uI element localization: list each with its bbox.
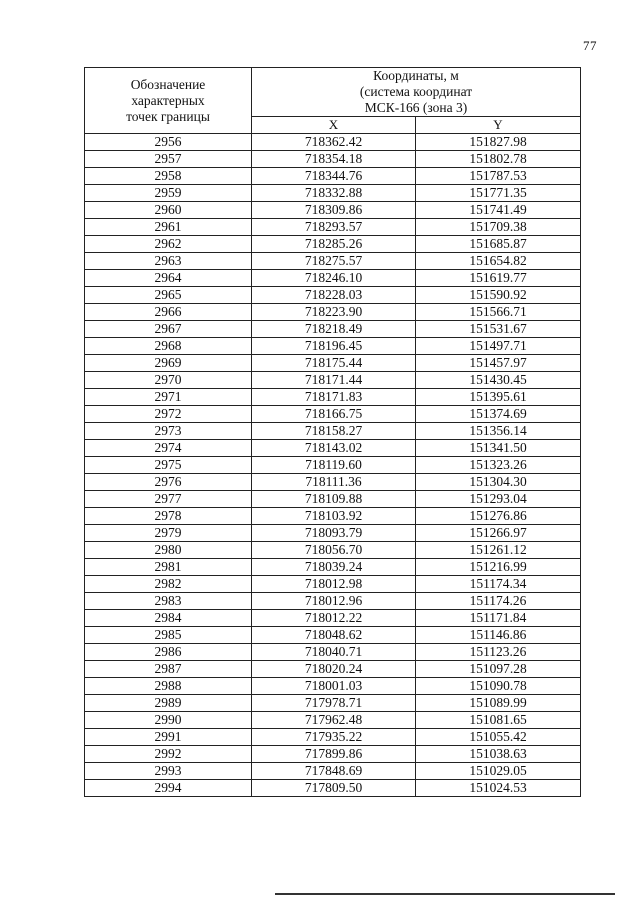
table-row: [85, 729, 581, 746]
point-number-cell: 2956: [85, 134, 252, 151]
x-coordinate-cell: 718158.27: [252, 423, 416, 440]
x-coordinate-cell: 718275.57: [252, 253, 416, 270]
point-number-cell: 2965: [85, 287, 252, 304]
point-number-cell: 2980: [85, 542, 252, 559]
x-coordinate-cell: 718119.60: [252, 457, 416, 474]
x-coordinate-cell: 717962.48: [252, 712, 416, 729]
table-row: [85, 423, 581, 440]
table-row: [85, 576, 581, 593]
x-coordinate-cell: 718228.03: [252, 287, 416, 304]
point-number-cell: 2976: [85, 474, 252, 491]
x-coordinate-cell: 718344.76: [252, 168, 416, 185]
table-row: [85, 491, 581, 508]
y-coordinate-cell: 151029.05: [416, 763, 581, 780]
y-coordinate-cell: 151171.84: [416, 610, 581, 627]
point-number-cell: 2963: [85, 253, 252, 270]
point-number-cell: 2967: [85, 321, 252, 338]
point-number-cell: 2961: [85, 219, 252, 236]
point-number-cell: 2992: [85, 746, 252, 763]
y-coordinate-cell: 151531.67: [416, 321, 581, 338]
table-row: [85, 134, 581, 151]
x-coordinate-cell: 718012.96: [252, 593, 416, 610]
header-designation-line: характерных: [131, 92, 205, 108]
x-coordinate-cell: 718143.02: [252, 440, 416, 457]
table-row: [85, 593, 581, 610]
point-number-cell: 2960: [85, 202, 252, 219]
header-coordinates-line: Координаты, м: [373, 68, 459, 83]
y-coordinate-cell: 151341.50: [416, 440, 581, 457]
x-coordinate-cell: 718103.92: [252, 508, 416, 525]
point-number-cell: 2975: [85, 457, 252, 474]
point-number-cell: 2990: [85, 712, 252, 729]
table-row: [85, 355, 581, 372]
x-coordinate-cell: 718332.88: [252, 185, 416, 202]
y-coordinate-cell: 151741.49: [416, 202, 581, 219]
table-row: [85, 185, 581, 202]
y-coordinate-cell: 151356.14: [416, 423, 581, 440]
x-coordinate-cell: 717978.71: [252, 695, 416, 712]
point-number-cell: 2972: [85, 406, 252, 423]
point-number-cell: 2970: [85, 372, 252, 389]
header-designation: [85, 68, 252, 134]
point-number-cell: 2989: [85, 695, 252, 712]
table-row: [85, 253, 581, 270]
point-number-cell: 2984: [85, 610, 252, 627]
x-coordinate-cell: 718223.90: [252, 304, 416, 321]
table-row: [85, 440, 581, 457]
y-coordinate-cell: 151566.71: [416, 304, 581, 321]
y-coordinate-cell: 151374.69: [416, 406, 581, 423]
table-row: [85, 270, 581, 287]
table-row: [85, 304, 581, 321]
y-coordinate-cell: 151266.97: [416, 525, 581, 542]
point-number-cell: 2971: [85, 389, 252, 406]
table-row: [85, 525, 581, 542]
point-number-cell: 2977: [85, 491, 252, 508]
footer-divider: [275, 893, 615, 895]
y-coordinate-cell: 151457.97: [416, 355, 581, 372]
header-y: Y: [416, 117, 581, 134]
point-number-cell: 2966: [85, 304, 252, 321]
x-coordinate-cell: 718020.24: [252, 661, 416, 678]
table-row: [85, 457, 581, 474]
table-row: [85, 542, 581, 559]
y-coordinate-cell: 151395.61: [416, 389, 581, 406]
point-number-cell: 2993: [85, 763, 252, 780]
point-number-cell: 2957: [85, 151, 252, 168]
y-coordinate-cell: 151293.04: [416, 491, 581, 508]
table-row: [85, 763, 581, 780]
y-coordinate-cell: 151276.86: [416, 508, 581, 525]
point-number-cell: 2958: [85, 168, 252, 185]
x-coordinate-cell: 718111.36: [252, 474, 416, 491]
y-coordinate-cell: 151081.65: [416, 712, 581, 729]
table-row: [85, 406, 581, 423]
y-coordinate-cell: 151174.26: [416, 593, 581, 610]
point-number-cell: 2968: [85, 338, 252, 355]
point-number-cell: 2987: [85, 661, 252, 678]
x-coordinate-cell: 718354.18: [252, 151, 416, 168]
y-coordinate-cell: 151827.98: [416, 134, 581, 151]
x-coordinate-cell: 718166.75: [252, 406, 416, 423]
header-coordinates: [252, 68, 581, 117]
x-coordinate-cell: 718012.98: [252, 576, 416, 593]
y-coordinate-cell: 151709.38: [416, 219, 581, 236]
table-row: [85, 508, 581, 525]
table-row: [85, 338, 581, 355]
y-coordinate-cell: 151123.26: [416, 644, 581, 661]
point-number-cell: 2962: [85, 236, 252, 253]
y-coordinate-cell: 151174.34: [416, 576, 581, 593]
x-coordinate-cell: 718039.24: [252, 559, 416, 576]
x-coordinate-cell: 718293.57: [252, 219, 416, 236]
y-coordinate-cell: 151304.30: [416, 474, 581, 491]
point-number-cell: 2983: [85, 593, 252, 610]
y-coordinate-cell: 151497.71: [416, 338, 581, 355]
x-coordinate-cell: 718093.79: [252, 525, 416, 542]
y-coordinate-cell: 151024.53: [416, 780, 581, 797]
table-row: [85, 151, 581, 168]
table-row: [85, 610, 581, 627]
point-number-cell: 2973: [85, 423, 252, 440]
x-coordinate-cell: 718309.86: [252, 202, 416, 219]
x-coordinate-cell: 717935.22: [252, 729, 416, 746]
point-number-cell: 2978: [85, 508, 252, 525]
y-coordinate-cell: 151430.45: [416, 372, 581, 389]
table-row: [85, 780, 581, 797]
table-row: [85, 219, 581, 236]
table-row: [85, 236, 581, 253]
coordinates-table: [84, 67, 581, 797]
x-coordinate-cell: 718048.62: [252, 627, 416, 644]
y-coordinate-cell: 151216.99: [416, 559, 581, 576]
x-coordinate-cell: 718001.03: [252, 678, 416, 695]
x-coordinate-cell: 718246.10: [252, 270, 416, 287]
y-coordinate-cell: 151619.77: [416, 270, 581, 287]
table-row: [85, 746, 581, 763]
x-coordinate-cell: 718171.83: [252, 389, 416, 406]
y-coordinate-cell: 151055.42: [416, 729, 581, 746]
x-coordinate-cell: 718285.26: [252, 236, 416, 253]
table-row: [85, 474, 581, 491]
table-row: [85, 321, 581, 338]
table-row: [85, 695, 581, 712]
x-coordinate-cell: 718175.44: [252, 355, 416, 372]
point-number-cell: 2959: [85, 185, 252, 202]
point-number-cell: 2979: [85, 525, 252, 542]
x-coordinate-cell: 717809.50: [252, 780, 416, 797]
y-coordinate-cell: 151089.99: [416, 695, 581, 712]
x-coordinate-cell: 718362.42: [252, 134, 416, 151]
point-number-cell: 2969: [85, 355, 252, 372]
y-coordinate-cell: 151654.82: [416, 253, 581, 270]
point-number-cell: 2981: [85, 559, 252, 576]
header-x: X: [252, 117, 416, 134]
point-number-cell: 2994: [85, 780, 252, 797]
x-coordinate-cell: 718218.49: [252, 321, 416, 338]
y-coordinate-cell: 151323.26: [416, 457, 581, 474]
point-number-cell: 2964: [85, 270, 252, 287]
table-row: [85, 168, 581, 185]
y-coordinate-cell: 151090.78: [416, 678, 581, 695]
table-row: [85, 627, 581, 644]
point-number-cell: 2982: [85, 576, 252, 593]
table-row: [85, 644, 581, 661]
x-coordinate-cell: 718056.70: [252, 542, 416, 559]
x-coordinate-cell: 718012.22: [252, 610, 416, 627]
y-coordinate-cell: 151038.63: [416, 746, 581, 763]
header-coordinates-line: (система координат: [359, 84, 473, 99]
header-designation-line: Обозначение: [130, 76, 206, 92]
point-number-cell: 2974: [85, 440, 252, 457]
y-coordinate-cell: 151771.35: [416, 185, 581, 202]
point-number-cell: 2985: [85, 627, 252, 644]
point-number-cell: 2991: [85, 729, 252, 746]
x-coordinate-cell: 718171.44: [252, 372, 416, 389]
table-row: [85, 389, 581, 406]
table-row: [85, 202, 581, 219]
x-coordinate-cell: 717899.86: [252, 746, 416, 763]
table-row: [85, 712, 581, 729]
table-row: [85, 372, 581, 389]
x-coordinate-cell: 718040.71: [252, 644, 416, 661]
x-coordinate-cell: 717848.69: [252, 763, 416, 780]
x-coordinate-cell: 718196.45: [252, 338, 416, 355]
point-number-cell: 2988: [85, 678, 252, 695]
y-coordinate-cell: 151097.28: [416, 661, 581, 678]
table-row: [85, 678, 581, 695]
y-coordinate-cell: 151685.87: [416, 236, 581, 253]
y-coordinate-cell: 151802.78: [416, 151, 581, 168]
table-row: [85, 559, 581, 576]
table-row: [85, 287, 581, 304]
y-coordinate-cell: 151787.53: [416, 168, 581, 185]
y-coordinate-cell: 151590.92: [416, 287, 581, 304]
table-row: [85, 661, 581, 678]
header-coordinates-line: МСК-166 (зона 3): [364, 100, 468, 115]
y-coordinate-cell: 151146.86: [416, 627, 581, 644]
x-coordinate-cell: 718109.88: [252, 491, 416, 508]
page-number: 77: [583, 38, 597, 53]
header-designation-line: точек границы: [126, 108, 210, 124]
point-number-cell: 2986: [85, 644, 252, 661]
y-coordinate-cell: 151261.12: [416, 542, 581, 559]
